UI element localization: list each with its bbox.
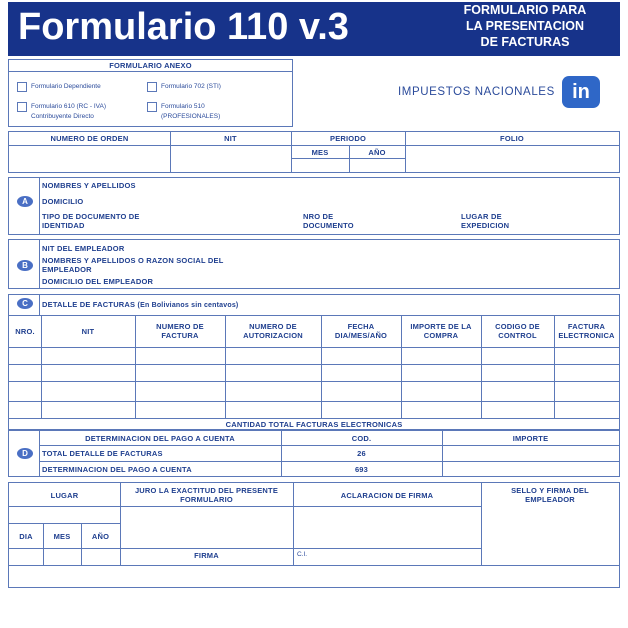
tipo-documento-line2: IDENTIDAD (42, 221, 85, 230)
option-510-label: Formulario 510 (161, 103, 205, 110)
col-factura-electronica-l1: FACTURA (567, 322, 606, 331)
pago-cuenta-label: DETERMINACION DEL PAGO A CUENTA (42, 465, 192, 474)
col-fecha-l2: DIA/MES/AÑO (334, 331, 388, 340)
footer-box (8, 482, 620, 588)
sello-label (481, 486, 619, 504)
col-importe-l2: COMPRA (423, 331, 459, 340)
anio-label: AÑO (368, 148, 386, 157)
section-b-badge: B (17, 260, 33, 271)
section-d (8, 430, 620, 477)
section-c (8, 294, 620, 430)
total-detalle-importe[interactable] (445, 447, 617, 459)
detalle-facturas-title-note: (En Bolivianos sin centavos) (137, 302, 239, 309)
form-subtitle-line1: FORMULARIO PARA (463, 3, 587, 17)
form-subtitle-line2: LA PRESENTACION (465, 19, 585, 33)
checkbox-702[interactable] (147, 82, 157, 92)
col-numero-autorizacion-l2: AUTORIZACION (243, 331, 303, 340)
periodo-label: PERIODO (330, 134, 366, 143)
mes-label: MES (311, 148, 329, 157)
lugar-expedicion-line1: LUGAR DE (461, 212, 502, 221)
nombres-label: NOMBRES Y APELLIDOS (42, 181, 136, 190)
option-610-label: Formulario 610 (RC - IVA) (31, 103, 107, 110)
tipo-documento-line1: TIPO DE DOCUMENTO DE (42, 212, 140, 221)
col-numero-autorizacion-l1: NUMERO DE (249, 322, 297, 331)
form-title: Formulario 110 v.3 (18, 6, 349, 48)
checkbox-dependiente[interactable] (17, 82, 27, 92)
sello-line2: EMPLEADOR (525, 495, 575, 504)
col-nro-l1: NRO. (15, 327, 35, 336)
option-510-sub: (PROFESIONALES) (161, 113, 221, 120)
section-c-badge: C (17, 298, 33, 309)
col-fecha (321, 322, 401, 340)
col-nro (9, 327, 41, 336)
id-row (8, 131, 620, 173)
nit-empleador-label: NIT DEL EMPLEADOR (42, 244, 125, 253)
form-header (8, 2, 620, 56)
importe-label: IMPORTE (512, 434, 549, 443)
aclaracion-label: ACLARACION DE FIRMA (340, 491, 434, 500)
nro-documento-line1: NRO DE (303, 212, 334, 221)
tipo-documento-label (42, 212, 140, 230)
impuestos-logo-text: IMPUESTOS NACIONALES (398, 86, 555, 98)
folio-label: FOLIO (500, 134, 524, 143)
anexo-box (8, 59, 293, 127)
anio-footer-label: AÑO (91, 532, 110, 541)
lugar-label: LUGAR (50, 491, 79, 500)
razon-social-line1: NOMBRES Y APELLIDOS O RAZON SOCIAL DEL (42, 256, 224, 265)
detalle-facturas-title-text: DETALLE DE FACTURAS (42, 300, 136, 309)
form-subtitle-line3: DE FACTURAS (480, 35, 570, 49)
cod-label: COD. (351, 434, 372, 443)
form-subtitle (440, 2, 610, 50)
section-b (8, 239, 620, 289)
pago-cuenta-cod: 693 (354, 465, 369, 474)
dia-label: DIA (19, 532, 33, 541)
col-numero-factura (135, 322, 225, 340)
col-importe-l1: IMPORTE DE LA (410, 322, 472, 331)
option-702-label: Formulario 702 (STI) (161, 83, 221, 90)
section-a (8, 177, 620, 235)
col-nit (41, 327, 135, 336)
juro-label (120, 486, 293, 504)
nro-documento-line2: DOCUMENTO (303, 221, 354, 230)
col-codigo-control-l2: CONTROL (498, 331, 537, 340)
col-numero-autorizacion (225, 322, 321, 340)
option-dependiente-label: Formulario Dependiente (31, 83, 101, 90)
lugar-expedicion-label (461, 212, 509, 230)
col-numero-factura-l1: NUMERO DE (156, 322, 204, 331)
col-importe (401, 322, 481, 340)
impuestos-logo-icon (562, 76, 600, 108)
section-a-badge: A (17, 196, 33, 207)
checkbox-510[interactable] (147, 102, 157, 112)
pago-cuenta-importe[interactable] (445, 463, 617, 475)
razon-social-line2: EMPLEADOR (42, 265, 92, 274)
razon-social-label (42, 256, 224, 274)
total-detalle-label: TOTAL DETALLE DE FACTURAS (42, 449, 163, 458)
juro-line2: FORMULARIO (180, 495, 233, 504)
domicilio-label: DOMICILIO (42, 197, 84, 206)
total-detalle-cod: 26 (357, 449, 366, 458)
col-fecha-l1: FECHA (347, 322, 375, 331)
nro-documento-label (303, 212, 354, 230)
option-610-sub: Contribuyente Directo (31, 113, 94, 120)
juro-line1: JURO LA EXACTITUD DEL PRESENTE (134, 486, 279, 495)
numero-orden-label: NUMERO DE ORDEN (50, 134, 129, 143)
domicilio-empleador-label: DOMICILIO DEL EMPLEADOR (42, 277, 154, 286)
firma-label: FIRMA (194, 551, 219, 560)
col-nit-l1: NIT (81, 327, 95, 336)
col-codigo-control (481, 322, 554, 340)
col-numero-factura-l2: FACTURA (161, 331, 199, 340)
cantidad-total-label: CANTIDAD TOTAL FACTURAS ELECTRONICAS (225, 420, 403, 429)
col-factura-electronica-l2: ELECTRONICA (558, 331, 615, 340)
detalle-facturas-title (42, 300, 238, 309)
mes-footer-label: MES (53, 532, 71, 541)
determinacion-title: DETERMINACION DEL PAGO A CUENTA (85, 434, 235, 443)
col-codigo-control-l1: CODIGO DE (495, 322, 540, 331)
sello-line1: SELLO Y FIRMA DEL (511, 486, 589, 495)
logo-mark: in (572, 81, 590, 103)
checkbox-610[interactable] (17, 102, 27, 112)
section-d-badge: D (17, 448, 33, 459)
lugar-expedicion-line2: EXPEDICION (461, 221, 510, 230)
col-factura-electronica (554, 322, 619, 340)
ci-label: C.I. (297, 551, 308, 558)
anexo-title: FORMULARIO ANEXO (8, 59, 293, 72)
nit-label: NIT (224, 134, 237, 143)
